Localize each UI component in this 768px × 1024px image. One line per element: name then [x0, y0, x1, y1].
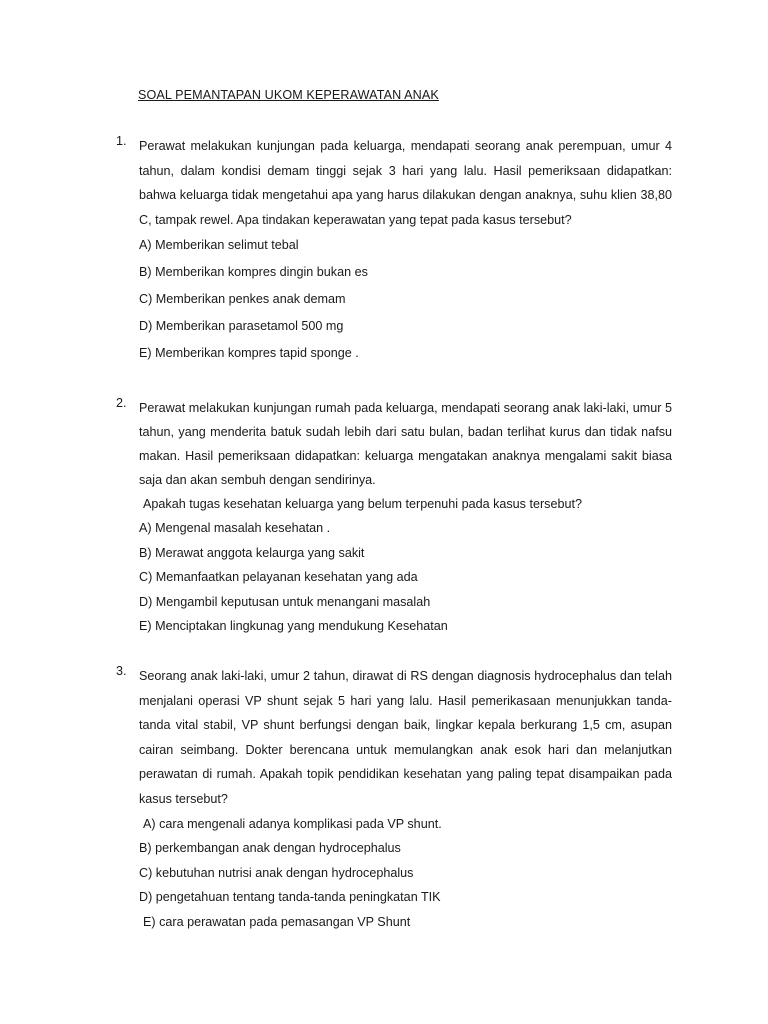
option-c: C) Memberikan penkes anak demam — [139, 292, 346, 306]
question-3 — [116, 664, 672, 934]
option-d: D) Mengambil keputusan untuk menangani masalah — [139, 594, 431, 609]
option-e: E) cara perawatan pada pemasangan VP Shunt — [143, 914, 411, 929]
option-b: B) perkembangan anak dengan hydrocephalus — [139, 841, 401, 856]
document-title: SOAL PEMANTAPAN UKOM KEPERAWATAN ANAK — [138, 88, 439, 102]
option-d: D) Memberikan parasetamol 500 mg — [139, 319, 344, 333]
options-list — [116, 232, 672, 367]
option-a: A) Mengenal masalah kesehatan . — [139, 521, 331, 535]
option-d: D) pengetahuan tentang tanda-tanda peningkatan TIK — [139, 890, 441, 905]
options-list — [116, 516, 672, 639]
question-text — [139, 396, 672, 516]
option-b: B) Merawat anggota kelaurga yang sakit — [139, 545, 365, 560]
question-1 — [116, 134, 672, 367]
option-a: A) Memberikan selimut tebal — [139, 238, 299, 252]
question-text: Seorang anak laki-laki, umur 2 tahun, dirawat di RS dengan diagnosis hydrocephalus dan telah menjalani operasi VP shunt sejak 5 hari yang lalu. Hasil pemerikasaan menunjukkan tanda-tanda vital stabil, VP shunt berfungsi dengan baik, lingkar kepala berkurang 1,5 cm, asupan cairan seimbang. Dokter berencana untuk memulangkan anak esok hari dan melanjutkan perawatan di rumah. Apakah topik pendidikan kesehatan yang paling tepat disampaikan pada kasus tersebut? — [139, 669, 672, 806]
option-b: B) Memberikan kompres dingin bukan es — [139, 265, 368, 279]
question-case: Perawat melakukan kunjungan rumah pada keluarga, mendapati seorang anak laki-laki, umur 5 tahun, yang menderita batuk sudah lebih dari satu bulan, badan terlihat kurus dan tidak nafsu makan. Hasil pemeriksaan didapatkan: keluarga mengatakan anaknya mengalami sakit biasa saja dan akan sembuh dengan sendirinya. — [139, 401, 672, 487]
question-number: 1. — [116, 134, 127, 148]
question-text: Perawat melakukan kunjungan pada keluarga, mendapati seorang anak perempuan, umur 4 tahun, dalam kondisi demam tinggi sejak 3 hari yang lalu. Hasil pemeriksaan didapatkan: bahwa keluarga tidak mengetahui apa yang harus dilakukan dengan anaknya, suhu klien 38,80 C, tampak rewel. Apa tindakan keperawatan yang tepat pada kasus tersebut? — [139, 139, 672, 227]
option-e: E) Menciptakan lingkunag yang mendukung Kesehatan — [139, 619, 448, 634]
question-prompt: Apakah tugas kesehatan keluarga yang belum terpenuhi pada kasus tersebut? — [143, 497, 582, 511]
question-number: 2. — [116, 396, 127, 410]
option-e: E) Memberikan kompres tapid sponge . — [139, 346, 359, 360]
option-c: C) Memanfaatkan pelayanan kesehatan yang ada — [139, 570, 418, 585]
question-2 — [116, 396, 672, 639]
option-c: C) kebutuhan nutrisi anak dengan hydrocephalus — [139, 865, 414, 880]
question-number: 3. — [116, 664, 127, 678]
option-a: A) cara mengenali adanya komplikasi pada VP shunt. — [143, 816, 442, 831]
options-list — [116, 812, 672, 935]
